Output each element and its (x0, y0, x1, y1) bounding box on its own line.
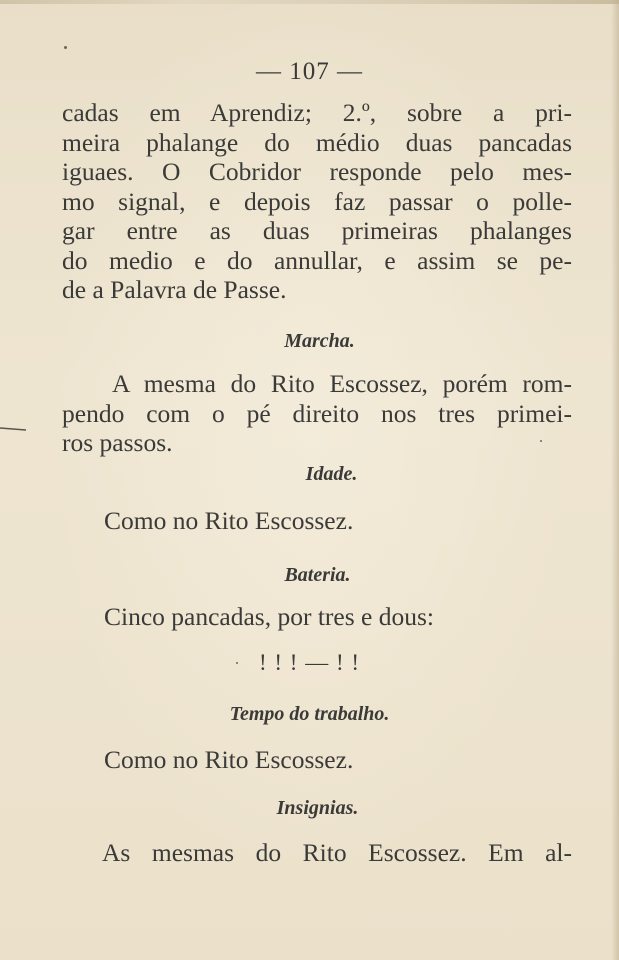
paper-speck (64, 46, 67, 49)
text-line: A mesma do Rito Escossez, porém rom- (112, 369, 572, 398)
text-line: pendo com o pé direito nos tres primei- (62, 398, 572, 428)
page-top-edge (0, 0, 619, 4)
idade-text: Como no Rito Escossez. (104, 506, 354, 535)
heading-bateria: Bateria. (284, 564, 351, 586)
heading-idade: Idade. (305, 463, 358, 485)
text-line: de a Palavra de Passe. (62, 275, 287, 304)
heading-tempo-do-trabalho: Tempo do trabalho. (229, 703, 390, 725)
insignias-text (62, 838, 572, 868)
text-line: iguaes. O Cobridor responde pelo mes- (62, 157, 572, 186)
heading-marcha: Marcha. (284, 330, 355, 352)
margin-pencil-mark (0, 426, 30, 432)
intro-paragraph (62, 98, 572, 305)
bateria-text: Cinco pancadas, por tres e dous: (104, 602, 434, 631)
page-number: — 107 — (256, 58, 363, 85)
text-line: ros passos. (62, 428, 173, 457)
text-line: gar entre as duas primeiras phalanges (62, 216, 572, 245)
heading-insignias: Insignias. (276, 797, 359, 819)
text-line: mo signal, e depois faz passar o polle- (62, 186, 572, 216)
marcha-paragraph (62, 369, 572, 458)
text-line: meira phalange do médio duas pancadas (62, 127, 572, 157)
text-line: As mesmas do Rito Escossez. Em al- (102, 838, 572, 867)
tempo-text: Como no Rito Escossez. (104, 745, 354, 774)
bateria-knock-pattern: ! ! ! — ! ! (258, 650, 361, 675)
text-line: do medio e do annullar, e assim se pe- (62, 245, 572, 275)
text-line: cadas em Aprendiz; 2.º, sobre a pri- (62, 98, 572, 127)
